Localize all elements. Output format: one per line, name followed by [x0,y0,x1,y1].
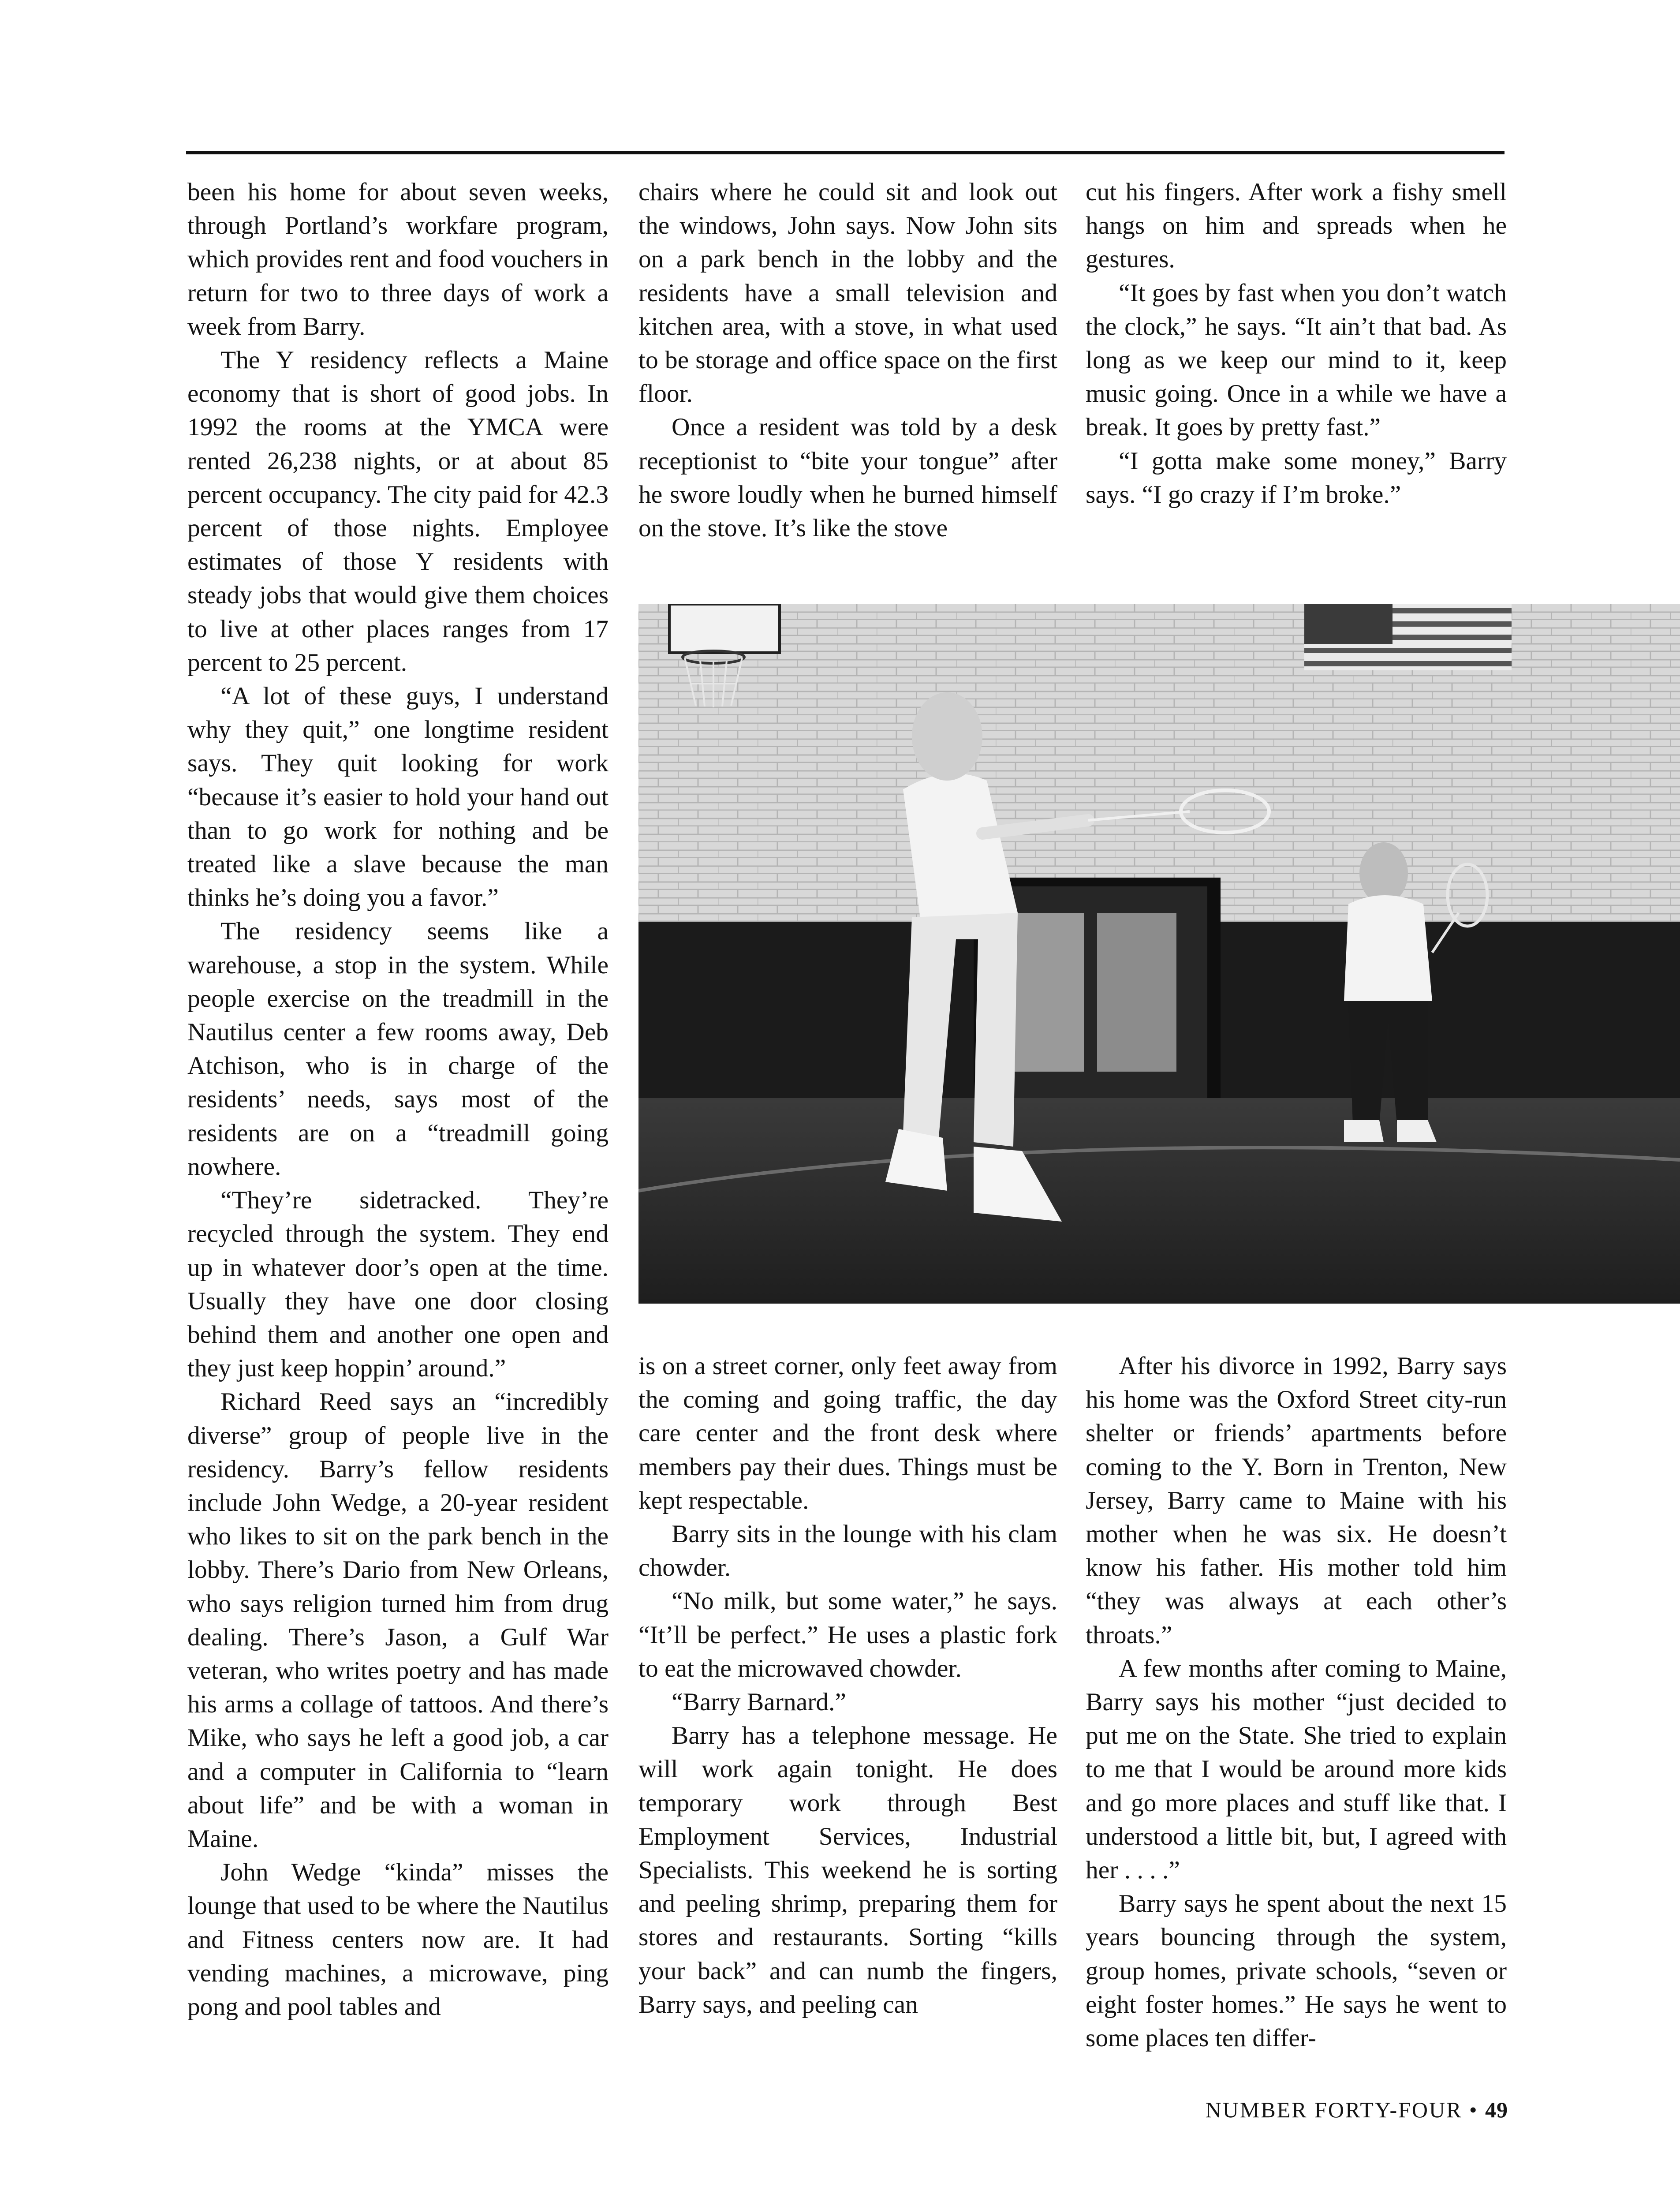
article-column-3-top [1086,176,1507,512]
top-rule [186,151,1505,154]
paragraph: “It goes by fast when you don’t watch the clock,” he says. “It ain’t that bad. As long as we keep our mind to it, keep music going. Once in a while we have a break. It goes by pretty fast.” [1086,279,1507,441]
article-column-1 [187,176,609,2024]
paragraph: “Barry Barnard.” [672,1688,846,1716]
paragraph: cut his fingers. After work a fishy smell hangs on him and spreads when he gestures. [1086,178,1507,273]
paragraph: “A lot of these guys, I understand why they quit,” one longtime resident says. They quit looking for work “because it’s easier to hold your hand out than to go work for nothing and be treated like a slave because the man thinks he’s doing you a favor.” [187,682,609,912]
article-column-3-bottom [1086,1349,1507,2055]
article-column-2-top [638,176,1057,545]
paragraph: After his divorce in 1992, Barry says his home was the Oxford Street city-run shelter or friends’ apartments before coming to the Y. Born in Trenton, New Jersey, Barry came to Maine with his mother when he was six. He doesn’t know his father. His mother told him “they was always at each other’s throats.” [1086,1352,1507,1649]
paragraph: “They’re sidetracked. They’re recycled through the system. They end up in whatever door’s open at the time. Usually they have one door closing behind them and another one open and they just keep hoppin’ around.” [187,1186,609,1383]
paragraph: “No milk, but some water,” he says. “It’ll be perfect.” He uses a plastic fork to eat the microwaved chowder. [638,1587,1057,1682]
paragraph: been his home for about seven weeks, through Portland’s workfare program, which provides rent and food vouchers in return for two to three days of work a week from Barry. [187,178,609,340]
article-column-2-bottom [638,1349,1057,2022]
paragraph: Barry has a telephone message. He will work again tonight. He does temporary work through Best Employment Services, Industrial Specialists. This weekend he is sorting and peeling shrimp, preparing them for stores and restaurants. Sorting “kills your back” and can numb the fingers, Barry says, and peeling can [638,1722,1057,2018]
paragraph: The residency seems like a warehouse, a stop in the system. While people exercise on the treadmill in the Nautilus center a few rooms away, Deb Atchison, who is in charge of the residents’ needs, says most of the residents are on a “treadmill going nowhere. [187,917,609,1181]
page-number: 49 [1485,2097,1508,2122]
paragraph: Barry sits in the lounge with his clam chowder. [638,1520,1057,1582]
publication-issue: NUMBER FORTY-FOUR [1205,2097,1463,2122]
paragraph: John Wedge “kinda” misses the lounge that used to be where the Nautilus and Fitness centers now are. It had vending machines, a microwave, ping pong and pool tables and [187,1858,609,2021]
page-footer [1164,2097,1508,2123]
paragraph: “I gotta make some money,” Barry says. “I go crazy if I’m broke.” [1086,447,1507,508]
paragraph: Richard Reed says an “incredibly diverse” group of people live in the residency. Barry’s fellow residents include John Wedge, a 20-year resident who likes to sit on the park bench in the lobby. There’s Dario from New Orleans, who says religion turned him from drug dealing. There’s Jason, a Gulf War veteran, who writes poetry and has made his arms a collage of tattoos. And there’s Mike, who says he left a good job, a car and a computer in California to “learn about life” and be with a woman in Maine. [187,1388,609,1853]
paragraph: Barry says he spent about the next 15 years bouncing through the system, group homes, private schools, “seven or eight foster homes.” He says he went to some places ten differ- [1086,1890,1507,2052]
badminton-photo [638,604,1680,1304]
paragraph: A few months after coming to Maine, Barry says his mother “just decided to put me on the State. She tried to explain to me that I would be around more kids and go more places and stuff like that. I understood a little bit, but, I agreed with her . . . .” [1086,1654,1507,1884]
paragraph: is on a street corner, only feet away from the coming and going traffic, the day care center and the front desk where members pay their dues. Things must be kept respectable. [638,1352,1057,1514]
paragraph: The Y residency reflects a Maine economy that is short of good jobs. In 1992 the rooms at the YMCA were rented 26,238 nights, or at about 85 percent occupancy. The city paid for 42.3 percent of those nights. Employee estimates of those Y residents with steady jobs that would give them choices to live at other places ranges from 17 percent to 25 percent. [187,346,609,676]
paragraph: chairs where he could sit and look out the windows, John says. Now John sits on a park bench in the lobby and the residents have a small television and kitchen area, with a stove, in what used to be storage and office space on the first floor. [638,178,1057,408]
paragraph: Once a resident was told by a desk receptionist to “bite your tongue” after he swore loudly when he burned himself on the stove. It’s like the stove [638,413,1057,542]
footer-separator: • [1469,2097,1478,2122]
